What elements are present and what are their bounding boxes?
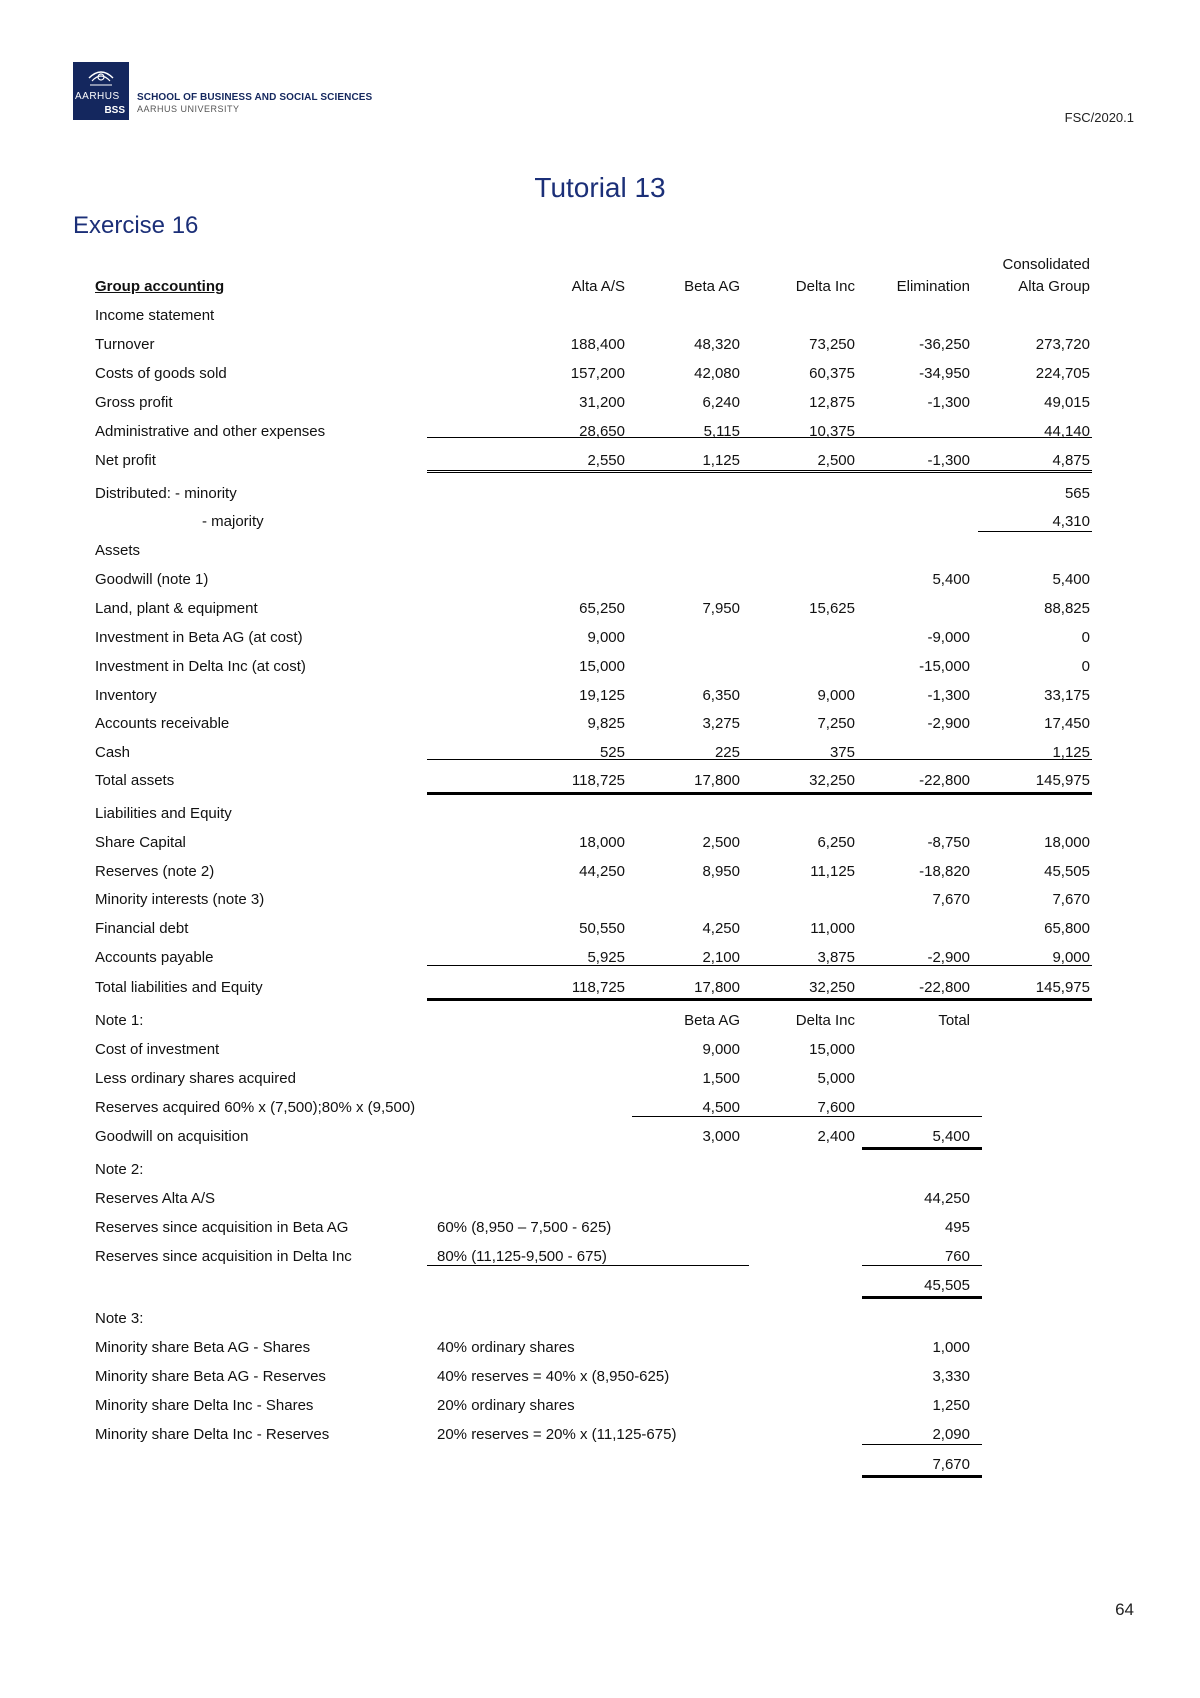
school-name-line2: AARHUS UNIVERSITY [137,104,240,114]
cell-delta: 2,500 [817,452,855,469]
col-header-consolidated: Consolidated [1002,256,1090,273]
row-label: Reserves Alta A/S [95,1190,216,1207]
section-income-statement: Income statement [95,307,215,324]
cell-alta: 9,825 [587,715,625,732]
cell-consolidated: 49,015 [1044,394,1090,411]
cell-delta: 73,250 [809,336,855,353]
cell-beta: 6,350 [702,687,740,704]
cell-consolidated: 1,125 [1052,744,1090,761]
cell-delta: 375 [829,744,855,761]
total-thick-rule [862,1147,982,1150]
row-calculation: 20% ordinary shares [437,1397,575,1414]
note-heading: Note 2: [95,1161,144,1178]
row-label: Accounts payable [95,949,214,966]
row-label: Cost of investment [95,1041,220,1058]
cell-alta: 5,925 [587,949,625,966]
cell-elimination: 7,670 [932,891,970,908]
row-label: Reserves since acquisition in Delta Inc [95,1248,352,1265]
cell-alta: 2,550 [587,452,625,469]
cell-beta: 5,115 [703,423,740,440]
row-label: Inventory [95,687,157,704]
cell-consolidated: 44,140 [1044,423,1090,440]
cell-alta: 9,000 [587,629,625,646]
row-label: Administrative and other expenses [95,423,326,440]
cell-consolidated: 17,450 [1044,715,1090,732]
row-label: Goodwill on acquisition [95,1128,249,1145]
cell-value: 760 [944,1248,970,1265]
cell-value: 1,250 [932,1397,970,1414]
row-label: Share Capital [95,834,186,851]
cell-elimination: -18,820 [919,863,970,880]
cell-value: 3,330 [932,1368,970,1385]
row-calculation: 40% reserves = 40% x (8,950-625) [437,1368,670,1385]
cell-beta: 225 [714,744,740,761]
row-label: Accounts receivable [95,715,230,732]
cell-beta: 6,240 [702,394,740,411]
cell-consolidated: 145,975 [1035,979,1090,996]
row-label: Minority share Beta AG - Shares [95,1339,311,1356]
cell-alta: 50,550 [579,920,625,937]
cell-elimination: -22,800 [919,979,970,996]
subtotal-rule [427,759,1092,760]
cell-delta: 32,250 [809,772,855,789]
row-label: Financial debt [95,920,189,937]
cell-beta: 42,080 [694,365,740,382]
cell-elimination: -34,950 [919,365,970,382]
row-label: Land, plant & equipment [95,600,258,617]
calc-rule [427,1265,749,1266]
cell-delta: 11,000 [810,920,855,937]
cell-beta: 7,950 [702,600,740,617]
cell-alta: 157,200 [570,365,625,382]
cell-delta: 11,125 [810,863,855,880]
col-header-delta: Delta Inc [795,278,855,295]
cell-consolidated: 0 [1081,658,1090,675]
cell-beta: 2,100 [702,949,740,966]
col-header-alta-group: Alta Group [1018,278,1090,295]
section-assets: Assets [95,542,141,559]
cell-elimination: -9,000 [927,629,970,646]
cell-total: 5,400 [932,1128,970,1145]
cell-consolidated: 18,000 [1044,834,1090,851]
cell-beta: 1,500 [702,1070,740,1087]
cell-beta: 4,250 [702,920,740,937]
row-label: Minority share Beta AG - Reserves [95,1368,326,1385]
cell-elimination: -8,750 [927,834,970,851]
row-label: Reserves (note 2) [95,863,215,880]
cell-alta: 44,250 [579,863,625,880]
cell-elimination: -2,900 [927,949,970,966]
note2-total: 45,505 [924,1277,970,1294]
cell-elimination: 5,400 [932,571,970,588]
row-calculation: 80% (11,125-9,500 - 675) [437,1248,607,1265]
col-header-elimination: Elimination [896,278,970,295]
cell-elimination: -1,300 [927,452,970,469]
cell-delta: 3,875 [817,949,855,966]
cell-beta: 4,500 [702,1099,740,1116]
cell-beta: 48,320 [694,336,740,353]
row-label: Gross profit [95,394,173,411]
cell-delta: 15,625 [809,600,855,617]
exercise-heading: Exercise 16 [73,212,199,239]
cell-elimination: -1,300 [927,394,970,411]
note3-total: 7,670 [932,1456,970,1473]
cell-delta: 10,375 [809,423,855,440]
cell-alta: 188,400 [570,336,625,353]
cell-delta: 9,000 [817,687,855,704]
row-label: Minority share Delta Inc - Shares [95,1397,314,1414]
cell-consolidated: 4,875 [1052,452,1090,469]
cell-alta: 118,725 [571,772,625,789]
row-label: Investment in Delta Inc (at cost) [95,658,306,675]
cell-beta: 3,275 [702,715,740,732]
subtotal-rule [427,437,1092,438]
cell-elimination: -1,300 [927,687,970,704]
cell-elimination: -15,000 [919,658,970,675]
cell-beta: 8,950 [702,863,740,880]
note-heading: Note 1: [95,1012,144,1029]
cell-delta: 7,250 [817,715,855,732]
cell-delta: 7,600 [817,1099,855,1116]
row-label: Less ordinary shares acquired [95,1070,296,1087]
cell-elimination: -36,250 [919,336,970,353]
school-name-line1: SCHOOL OF BUSINESS AND SOCIAL SCIENCES [137,92,373,103]
cell-consolidated: 565 [1064,485,1090,502]
cell-value: 2,090 [932,1426,970,1443]
cell-alta: 31,200 [579,394,625,411]
logo-text-bss: BSS [104,105,125,116]
cell-beta: 3,000 [702,1128,740,1145]
course-code: FSC/2020.1 [1064,110,1134,125]
cell-alta: 18,000 [579,834,625,851]
page-title: Tutorial 13 [534,172,666,203]
cell-value: 1,000 [932,1339,970,1356]
cell-alta: 15,000 [579,658,625,675]
row-label: Investment in Beta AG (at cost) [95,629,303,646]
page-number: 64 [1115,1600,1134,1619]
cell-delta: 12,875 [809,394,855,411]
row-label: Net profit [95,452,156,469]
cell-consolidated: 0 [1081,629,1090,646]
total-thick-rule [862,1475,982,1478]
cell-consolidated: 4,310 [1052,513,1090,530]
row-label: Total liabilities and Equity [95,979,263,996]
table-heading: Group accounting [95,278,225,295]
cell-value: 495 [944,1219,970,1236]
cell-alta: 19,125 [579,687,625,704]
cell-alta: 28,650 [579,423,625,440]
cell-consolidated: 7,670 [1052,891,1090,908]
row-label: Reserves since acquisition in Beta AG [95,1219,349,1236]
row-label: Minority interests (note 3) [95,891,265,908]
cell-alta: 65,250 [579,600,625,617]
cell-elimination: -2,900 [927,715,970,732]
cell-beta: 2,500 [702,834,740,851]
cell-delta: 2,400 [817,1128,855,1145]
cell-consolidated: 273,720 [1035,336,1090,353]
cell-consolidated: 45,505 [1044,863,1090,880]
cell-delta: 32,250 [809,979,855,996]
subtotal-rule [978,531,1092,532]
cell-beta: 17,800 [694,772,740,789]
row-label: Reserves acquired 60% x (7,500);80% x (9,500) [95,1099,416,1116]
row-label: Cash [95,744,131,761]
row-label: Minority share Delta Inc - Reserves [95,1426,330,1443]
row-label: Costs of goods sold [95,365,227,382]
cell-delta: 6,250 [817,834,855,851]
subtotal-rule [862,1265,982,1266]
cell-consolidated: 88,825 [1044,600,1090,617]
cell-consolidated: 5,400 [1052,571,1090,588]
subtotal-rule [862,1444,982,1445]
cell-beta: 17,800 [694,979,740,996]
cell-consolidated: 9,000 [1052,949,1090,966]
cell-delta: 15,000 [809,1041,855,1058]
note1-col-beta: Beta AG [684,1012,740,1029]
cell-delta: 60,375 [809,365,855,382]
row-calculation: 60% (8,950 – 7,500 - 625) [437,1219,612,1236]
cell-delta: 5,000 [817,1070,855,1087]
cell-consolidated: 33,175 [1044,687,1090,704]
cell-value: 44,250 [924,1190,970,1207]
note1-col-delta: Delta Inc [795,1012,855,1029]
row-label: Distributed: - minority [95,485,237,502]
col-header-beta: Beta AG [684,278,740,295]
subtotal-rule [427,965,1092,966]
cell-consolidated: 145,975 [1035,772,1090,789]
note1-col-total: Total [938,1012,970,1029]
note-heading: Note 3: [95,1310,144,1327]
col-header-alta: Alta A/S [571,278,625,295]
row-label: Turnover [95,336,155,353]
cell-beta: 1,125 [702,452,740,469]
cell-consolidated: 65,800 [1044,920,1090,937]
row-label: Total assets [95,772,175,789]
logo-text-aarhus: AARHUS [75,91,120,102]
cell-alta: 525 [599,744,625,761]
total-thick-rule [427,792,1092,795]
row-label: Goodwill (note 1) [95,571,209,588]
section-liabilities-equity: Liabilities and Equity [95,805,232,822]
cell-consolidated: 224,705 [1035,365,1090,382]
row-calculation: 40% ordinary shares [437,1339,575,1356]
total-thick-rule [862,1296,982,1299]
total-thick-rule [427,998,1092,1001]
subtotal-rule [632,1116,982,1117]
row-label: - majority [202,513,264,530]
cell-elimination: -22,800 [919,772,970,789]
row-calculation: 20% reserves = 20% x (11,125-675) [437,1426,677,1443]
total-double-rule [427,470,1092,476]
cell-alta: 118,725 [571,979,625,996]
cell-beta: 9,000 [702,1041,740,1058]
